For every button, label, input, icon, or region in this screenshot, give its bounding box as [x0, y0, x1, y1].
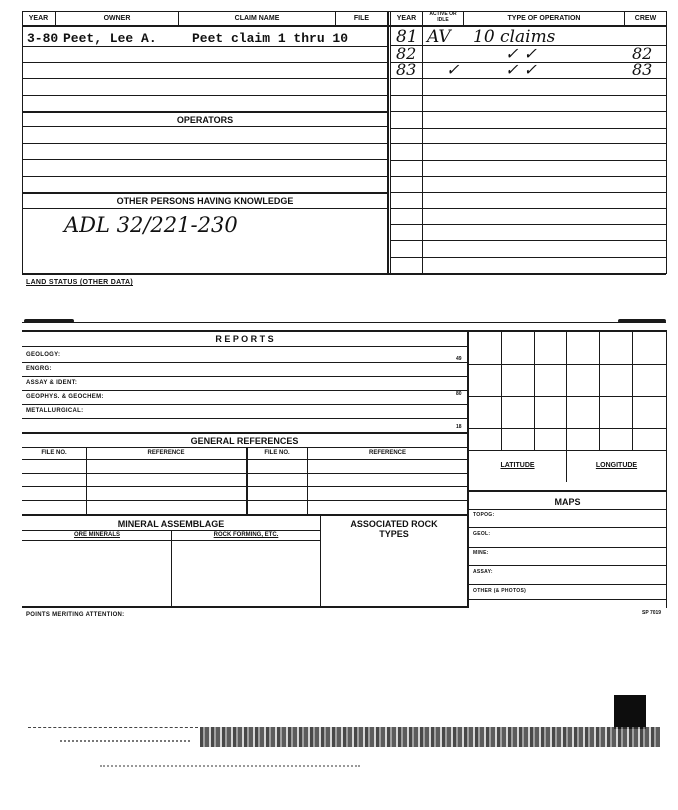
col-header-file: FILE	[353, 15, 370, 22]
maps-geol: GEOL:	[473, 531, 491, 537]
activity-active-3: ✓	[446, 60, 460, 79]
scan-black-square	[614, 695, 646, 729]
points-meriting-label: POINTS MERITING ATTENTION:	[26, 612, 125, 618]
report-row-engrg: ENGRG:	[26, 366, 52, 372]
activity-year-2: 82	[396, 44, 417, 63]
col-header-type-of-operation: TYPE OF OPERATION	[507, 15, 581, 22]
scan-smudge-band	[200, 727, 660, 747]
scan-blot-right	[618, 319, 666, 323]
activity-active-1: AV	[427, 27, 451, 47]
report-num-metallurgical: 18	[456, 424, 462, 430]
report-num-geology: 49	[456, 356, 462, 362]
ref-col-file-2: FILE NO.	[264, 450, 290, 456]
activity-year-3: 83	[396, 60, 417, 79]
col-header-owner: OWNER	[103, 15, 131, 22]
claim-year: 3-80	[27, 31, 59, 46]
knowledge-note: ADL 32/221-230	[64, 213, 238, 237]
longitude-label: LONGITUDE	[595, 462, 638, 469]
activity-operation-1: 10 claims	[473, 27, 556, 47]
maps-mine: MINE:	[473, 550, 489, 556]
maps-other: OTHER (& PHOTOS)	[473, 588, 527, 594]
report-row-geology: GEOLOGY:	[26, 352, 61, 358]
report-num-assay: 80	[456, 391, 462, 397]
maps-assay: ASSAY:	[473, 569, 493, 575]
activity-year-1: 81	[396, 27, 418, 47]
claim-owner: Peet, Lee A.	[63, 31, 157, 46]
scan-blot-left	[24, 319, 74, 323]
operators-title: OPERATORS	[176, 115, 234, 125]
land-status-label: LAND STATUS (OTHER DATA)	[26, 279, 134, 286]
scan-dashed-line	[28, 727, 198, 729]
report-row-metallurgical: METALLURGICAL:	[26, 408, 84, 414]
maps-title: MAPS	[554, 497, 581, 507]
form-code: SP 7019	[642, 610, 662, 616]
ref-col-reference-1: REFERENCE	[147, 450, 185, 456]
latitude-label: LATITUDE	[500, 462, 535, 469]
knowledge-title: OTHER PERSONS HAVING KNOWLEDGE	[116, 196, 294, 206]
claim-name: Peet claim 1 thru 10	[192, 31, 349, 46]
activity-crew-3: 83	[632, 60, 653, 79]
activity-crew-2: 82	[632, 44, 653, 63]
activity-operation-2: ✓ ✓	[505, 44, 537, 63]
mineral-assemblage-title: MINERAL ASSEMBLAGE	[117, 519, 225, 529]
report-row-geophys: GEOPHYS. & GEOCHEM:	[26, 394, 104, 400]
report-row-assay: ASSAY & IDENT:	[26, 380, 78, 386]
ore-minerals-header: ORE MINERALS	[73, 532, 120, 538]
col-header-claim-name: CLAIM NAME	[234, 15, 280, 22]
ref-col-file-1: FILE NO.	[41, 450, 67, 456]
col-header-active-idle: ACTIVE OR IDLE	[429, 11, 457, 23]
ref-col-reference-2: REFERENCE	[368, 450, 406, 456]
associated-rock-types-title: ASSOCIATED ROCK TYPES	[350, 519, 438, 539]
maps-topog: TOPOG:	[473, 512, 495, 518]
scan-specks	[60, 740, 190, 744]
reports-title: R E P O R T S	[215, 334, 274, 344]
activity-operation-3: ✓ ✓	[505, 60, 537, 79]
col-header-year: YEAR	[28, 15, 49, 22]
col-header-year-2: YEAR	[396, 15, 417, 22]
scan-specks-lower	[100, 765, 360, 769]
rock-forming-header: ROCK FORMING, ETC.	[213, 532, 279, 538]
general-references-title: GENERAL REFERENCES	[190, 436, 299, 446]
col-header-crew: CREW	[634, 15, 657, 22]
